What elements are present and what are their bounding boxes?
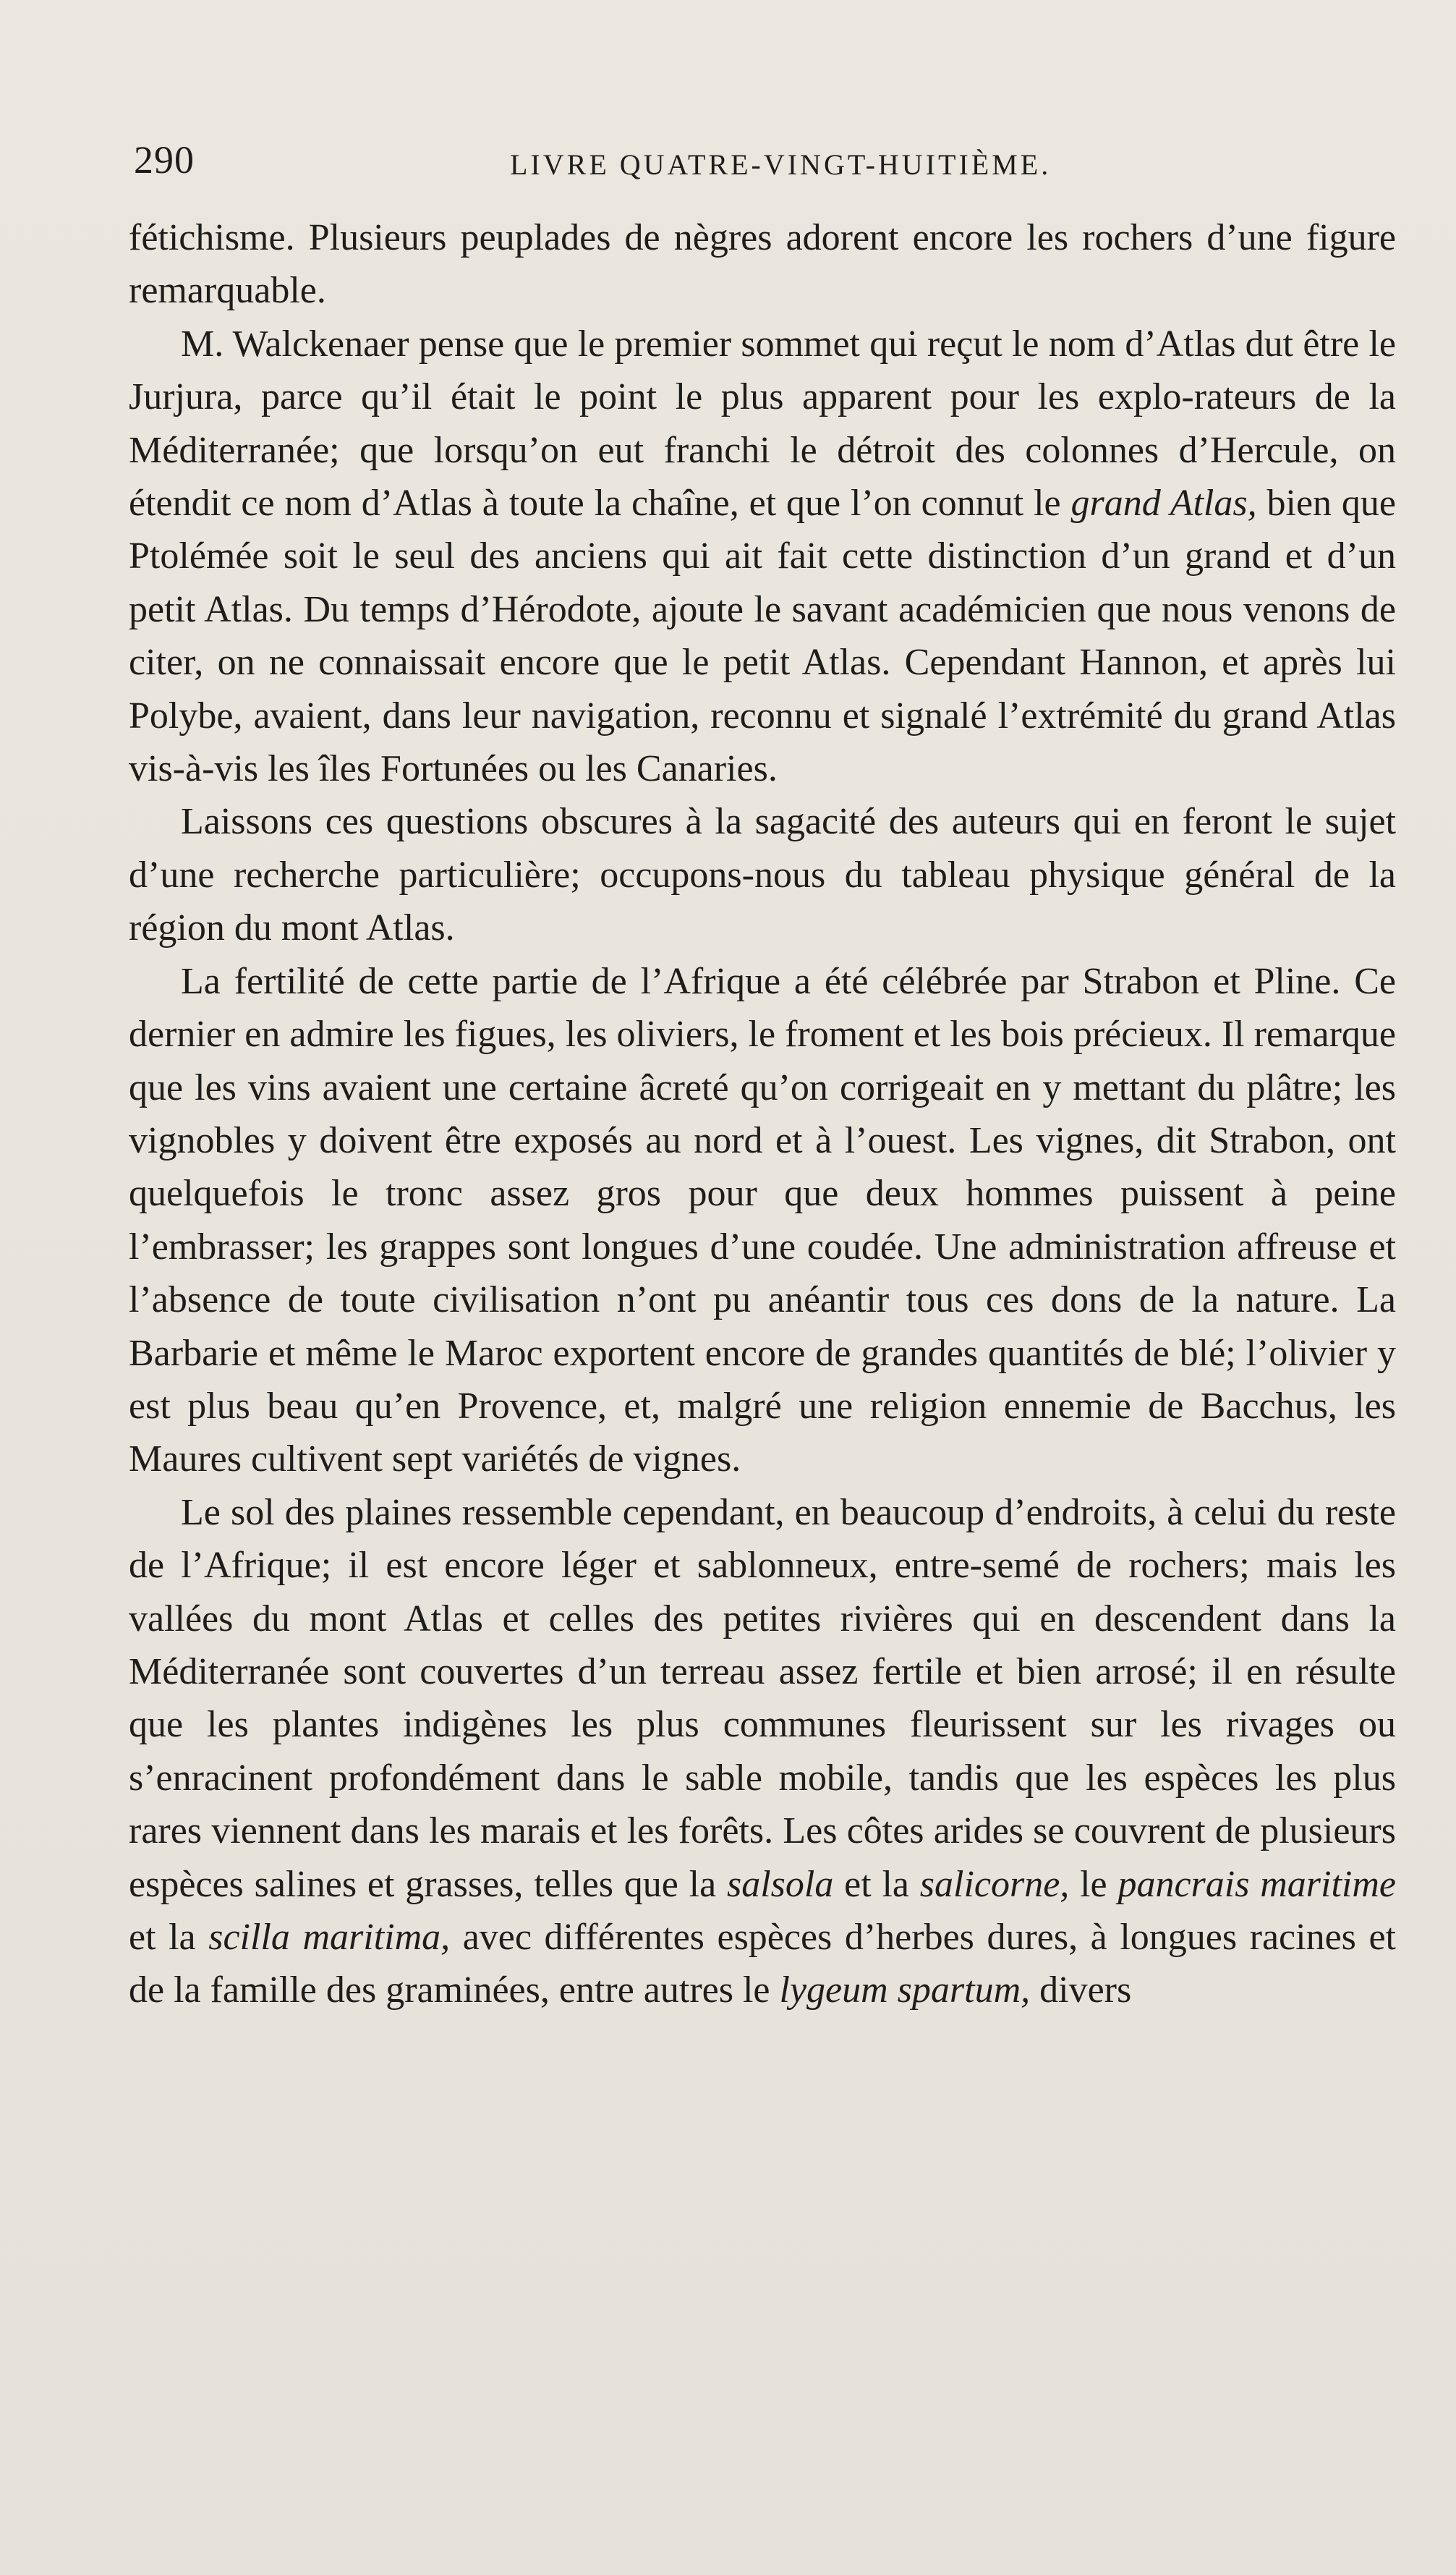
paragraph [129,1486,1396,2017]
italic-text-run: salsola [726,1863,834,1905]
page-header [134,137,1392,195]
text-run: et la [129,1917,209,1958]
paragraph [129,211,1396,318]
text-run: M. Walckenaer pense que le premier sommet qui reçut le nom d’Atlas dut être le Jurjura, parce qu’il était le point le plus apparent pour les explo-rateurs de la Méditerranée; que lorsqu’on eut franchi le détroit des colonnes d’Hercule, on étendit ce nom d’Atlas à toute la chaîne, et que l’on connut le [129,323,1396,525]
page-number: 290 [134,138,195,182]
running-title: LIVRE QUATRE-VINGT-HUITIÈME. [510,148,1052,181]
paragraph [129,318,1396,796]
paragraph [129,795,1396,954]
text-run: La fertilité de cette partie de l’Afrique a été célébrée par Strabon et Pline. Ce dernier en admire les figues, les oliviers, le froment et les bois précieux. Il remarque que les vins avaient une certaine âcreté qu’on corrigeait en y mettant du plâtre; les vignobles y doivent être exposés au nord et à l’ouest. Les vignes, dit Strabon, ont quelquefois le tronc assez gros pour que deux hommes puissent à peine l’embrasser; les grappes sont longues d’une coudée. Une administration affreuse et l’absence de toute civilisation n’ont pu anéantir tous ces dons de la nature. La Barbarie et même le Maroc exportent encore de grandes quantités de blé; l’olivier y est plus beau qu’en Provence, et, malgré une religion ennemie de Bacchus, les Maures cultivent sept variétés de vignes. [129,960,1396,1480]
text-run: le [1069,1863,1118,1905]
italic-text-run: scilla maritima, [208,1917,451,1958]
text-run: fétichisme. Plusieurs peuplades de nègres adorent encore les rochers d’une figure remarquable. [129,217,1396,312]
text-run: Laissons ces questions obscures à la sagacité des auteurs qui en feront le sujet d’une recherche particulière; occupons-nous du tableau physique général de la région du mont Atlas. [129,801,1396,949]
text-run: avec différentes espèces d’herbes dures, à longues racines et de la famille des graminées, entre autres le [129,1917,1397,2011]
italic-text-run: lygeum spartum, [779,1969,1031,2011]
italic-text-run: pancrais maritime [1117,1863,1396,1905]
text-run: bien que Ptolémée soit le seul des anciens qui ait fait cette distinction d’un grand et d’un petit Atlas. Du temps d’Hérodote, ajoute le savant académicien que nous venons de citer, on ne connaissait encore que le petit Atlas. Cependant Hannon, et après lui Polybe, avaient, dans leur navigation, reconnu et signalé l’extrémité du grand Atlas vis-à-vis les îles Fortunées ou les Canaries. [129,483,1397,790]
text-run: Le sol des plaines ressemble cependant, en beaucoup d’endroits, à celui du reste de l’Afrique; il est encore léger et sablonneux, entre-semé de rochers; mais les vallées du mont Atlas et celles des petites rivières qui en descendent dans la Méditerranée sont couvertes d’un terreau assez fertile et bien arrosé; il en résulte que les plantes indigènes les plus communes fleurissent sur les rivages ou s’enracinent profondément dans le sable mobile, tandis que les espèces les plus rares viennent dans les marais et les forêts. Les côtes arides se couvrent de plusieurs espèces salines et grasses, telles que la [129,1491,1396,1905]
paragraph [129,955,1396,1486]
body-text [129,211,1396,2017]
italic-text-run: salicorne, [919,1863,1070,1905]
text-run: divers [1030,1969,1132,2011]
text-run: et la [833,1863,920,1905]
italic-text-run: grand Atlas, [1070,483,1257,525]
